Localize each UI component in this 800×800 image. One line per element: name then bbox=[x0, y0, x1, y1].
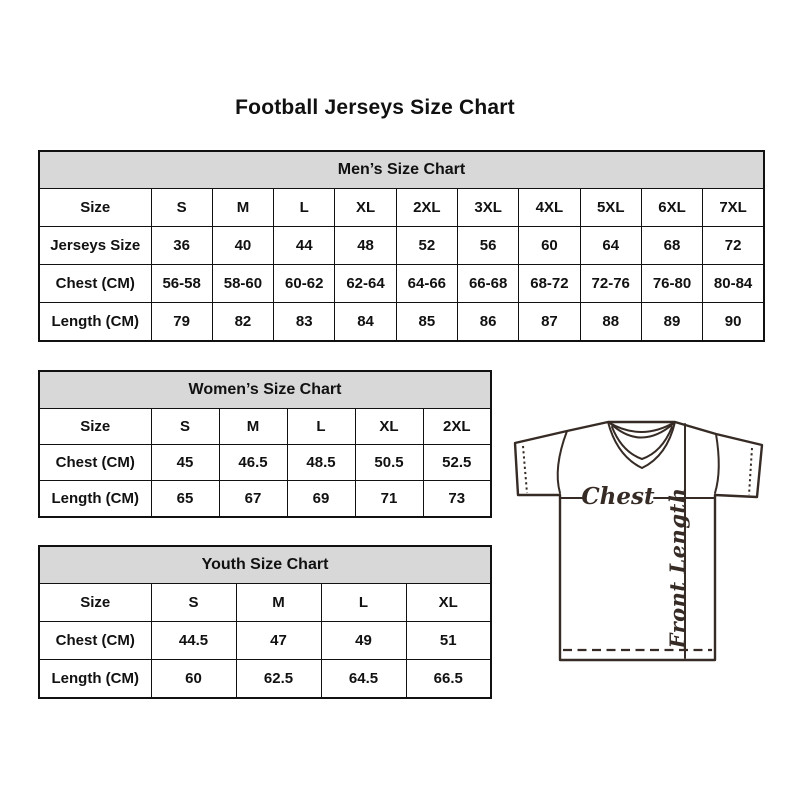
size-cell: XL bbox=[406, 584, 491, 622]
chest-label: Chest bbox=[581, 483, 655, 510]
table-row bbox=[39, 445, 491, 481]
row-label: Length (CM) bbox=[39, 481, 151, 517]
row-label: Length (CM) bbox=[39, 660, 151, 698]
value-cell: 66-68 bbox=[457, 265, 518, 303]
value-cell: 48 bbox=[335, 227, 396, 265]
womens-table-title: Women’s Size Chart bbox=[39, 371, 491, 409]
value-cell: 44 bbox=[274, 227, 335, 265]
value-cell: 79 bbox=[151, 303, 212, 341]
size-cell: XL bbox=[355, 409, 423, 445]
row-label: Jerseys Size bbox=[39, 227, 151, 265]
value-cell: 62.5 bbox=[236, 660, 321, 698]
value-cell: 86 bbox=[457, 303, 518, 341]
value-cell: 40 bbox=[212, 227, 273, 265]
value-cell: 72 bbox=[703, 227, 764, 265]
youth-table-title: Youth Size Chart bbox=[39, 546, 491, 584]
value-cell: 66.5 bbox=[406, 660, 491, 698]
youth-size-chart-table bbox=[38, 545, 492, 699]
size-cell: 2XL bbox=[423, 409, 491, 445]
value-cell: 82 bbox=[212, 303, 273, 341]
row-label: Chest (CM) bbox=[39, 445, 151, 481]
value-cell: 69 bbox=[287, 481, 355, 517]
size-cell: 7XL bbox=[703, 189, 764, 227]
value-cell: 88 bbox=[580, 303, 641, 341]
size-cell: 5XL bbox=[580, 189, 641, 227]
value-cell: 64 bbox=[580, 227, 641, 265]
value-cell: 84 bbox=[335, 303, 396, 341]
table-row bbox=[39, 622, 491, 660]
value-cell: 60 bbox=[151, 660, 236, 698]
value-cell: 60-62 bbox=[274, 265, 335, 303]
size-cell: M bbox=[212, 189, 273, 227]
row-label: Size bbox=[39, 584, 151, 622]
value-cell: 89 bbox=[641, 303, 702, 341]
value-cell: 73 bbox=[423, 481, 491, 517]
value-cell: 87 bbox=[519, 303, 580, 341]
table-row bbox=[39, 303, 764, 341]
womens-size-chart-table bbox=[38, 370, 492, 518]
row-label: Length (CM) bbox=[39, 303, 151, 341]
table-row bbox=[39, 265, 764, 303]
value-cell: 90 bbox=[703, 303, 764, 341]
value-cell: 44.5 bbox=[151, 622, 236, 660]
value-cell: 51 bbox=[406, 622, 491, 660]
table-row bbox=[39, 409, 491, 445]
size-cell: S bbox=[151, 584, 236, 622]
size-cell: XL bbox=[335, 189, 396, 227]
mens-header-row bbox=[39, 151, 764, 189]
jersey-outline-icon bbox=[505, 398, 775, 678]
value-cell: 47 bbox=[236, 622, 321, 660]
value-cell: 48.5 bbox=[287, 445, 355, 481]
size-cell: 3XL bbox=[457, 189, 518, 227]
value-cell: 49 bbox=[321, 622, 406, 660]
value-cell: 62-64 bbox=[335, 265, 396, 303]
size-cell: L bbox=[287, 409, 355, 445]
size-cell: 6XL bbox=[641, 189, 702, 227]
youth-header-row bbox=[39, 546, 491, 584]
page-title: Football Jerseys Size Chart bbox=[235, 96, 515, 119]
table-row bbox=[39, 584, 491, 622]
row-label: Chest (CM) bbox=[39, 265, 151, 303]
mens-size-chart-table bbox=[38, 150, 765, 342]
size-cell: L bbox=[274, 189, 335, 227]
front-length-label: Front Length bbox=[665, 487, 690, 649]
value-cell: 36 bbox=[151, 227, 212, 265]
row-label: Chest (CM) bbox=[39, 622, 151, 660]
size-cell: M bbox=[219, 409, 287, 445]
value-cell: 76-80 bbox=[641, 265, 702, 303]
size-cell: L bbox=[321, 584, 406, 622]
value-cell: 67 bbox=[219, 481, 287, 517]
womens-header-row bbox=[39, 371, 491, 409]
row-label: Size bbox=[39, 409, 151, 445]
size-cell: 4XL bbox=[519, 189, 580, 227]
value-cell: 56 bbox=[457, 227, 518, 265]
value-cell: 72-76 bbox=[580, 265, 641, 303]
value-cell: 45 bbox=[151, 445, 219, 481]
value-cell: 85 bbox=[396, 303, 457, 341]
value-cell: 65 bbox=[151, 481, 219, 517]
value-cell: 71 bbox=[355, 481, 423, 517]
size-cell: S bbox=[151, 409, 219, 445]
value-cell: 68-72 bbox=[519, 265, 580, 303]
value-cell: 52.5 bbox=[423, 445, 491, 481]
value-cell: 50.5 bbox=[355, 445, 423, 481]
table-row bbox=[39, 189, 764, 227]
value-cell: 56-58 bbox=[151, 265, 212, 303]
mens-table-title: Men’s Size Chart bbox=[39, 151, 764, 189]
table-row bbox=[39, 227, 764, 265]
value-cell: 52 bbox=[396, 227, 457, 265]
size-cell: M bbox=[236, 584, 321, 622]
row-label: Size bbox=[39, 189, 151, 227]
table-row bbox=[39, 481, 491, 517]
jersey-measurement-diagram bbox=[505, 398, 775, 678]
value-cell: 46.5 bbox=[219, 445, 287, 481]
size-cell: S bbox=[151, 189, 212, 227]
size-cell: 2XL bbox=[396, 189, 457, 227]
value-cell: 64.5 bbox=[321, 660, 406, 698]
value-cell: 80-84 bbox=[703, 265, 764, 303]
value-cell: 58-60 bbox=[212, 265, 273, 303]
value-cell: 68 bbox=[641, 227, 702, 265]
table-row bbox=[39, 660, 491, 698]
value-cell: 64-66 bbox=[396, 265, 457, 303]
value-cell: 83 bbox=[274, 303, 335, 341]
value-cell: 60 bbox=[519, 227, 580, 265]
